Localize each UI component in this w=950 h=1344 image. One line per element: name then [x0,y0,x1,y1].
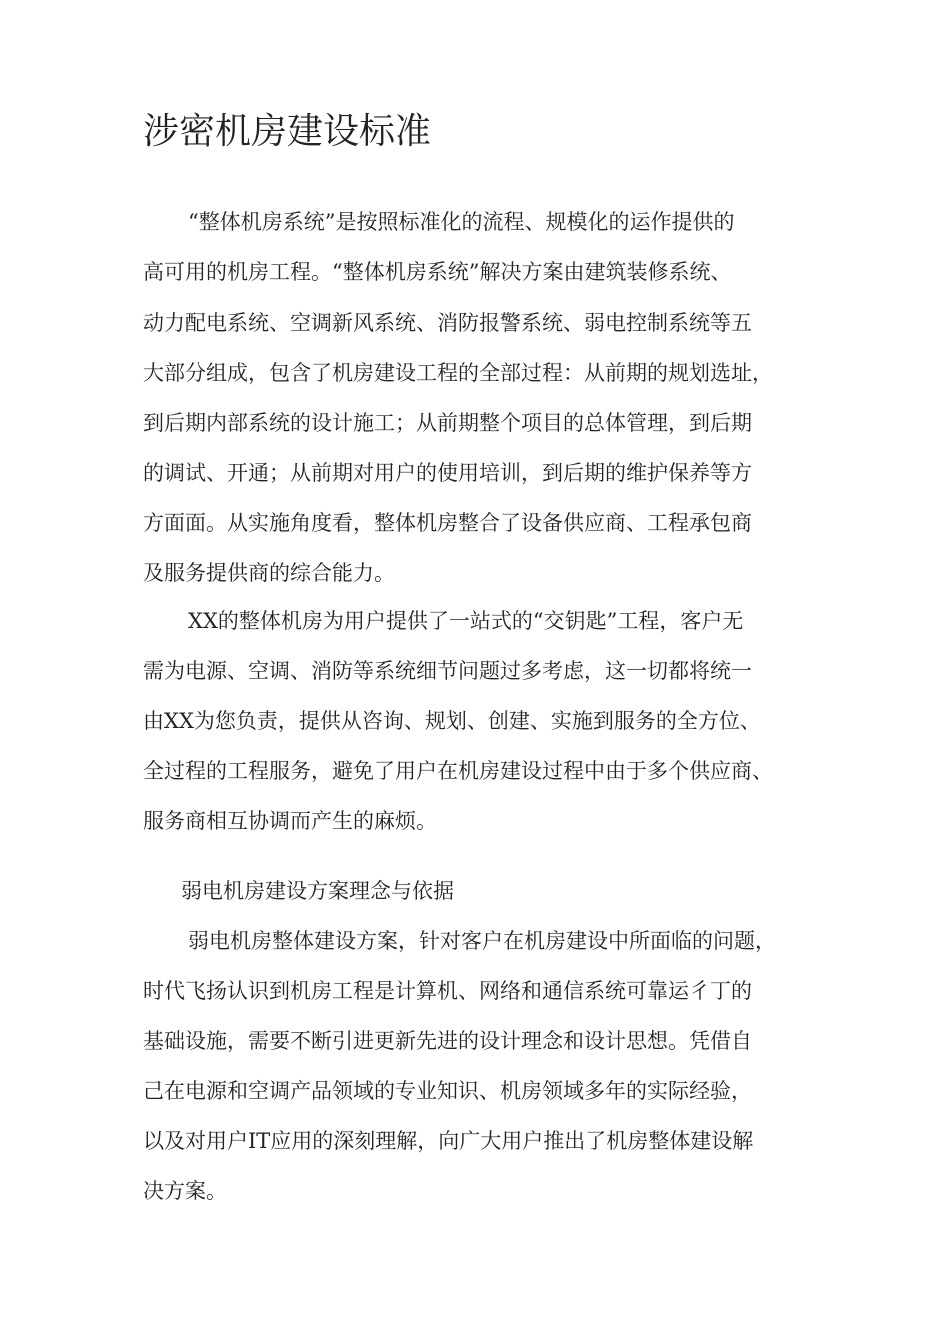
paragraph-1-line-5: 到后期内部系统的设计施工；从前期整个项目的总体管理，到后期 [143,411,752,435]
paragraph-1-line-4: 大部分组成，包含了机房建设工程的全部过程：从前期的规划选址， [143,361,773,385]
paragraph-2-line-2: 需为电源、空调、消防等系统细节问题过多考虑，这一切都将统一 [143,659,752,683]
paragraph-2-line-1: XX的整体机房为用户提供了一站式的“交钥匙”工程，客户无 [188,609,744,633]
paragraph-1-line-7: 方面面。从实施角度看，整体机房整合了设备供应商、工程承包商 [143,511,752,535]
paragraph-2-line-5: 服务商相互协调而产生的麻烦。 [143,809,437,833]
paragraph-1-line-6: 的调试、开通；从前期对用户的使用培训，到后期的维护保养等方 [143,461,752,485]
paragraph-1-line-2: 高可用的机房工程。“整体机房系统”解决方案由建筑装修系统、 [143,260,732,284]
paragraph-2-line-3: 由XX为您负责，提供从咨询、规划、创建、实施到服务的全方位、 [143,709,761,733]
paragraph-1-line-1: “整体机房系统”是按照标准化的流程、规模化的运作提供的 [188,210,735,234]
paragraph-1-line-8: 及服务提供商的综合能力。 [143,561,395,585]
paragraph-3-line-5: 以及对用户IT应用的深刻理解，向广大用户推出了机房整体建设解 [143,1129,754,1153]
paragraph-3-line-4: 己在电源和空调产品领域的专业知识、机房领域多年的实际经验， [143,1079,752,1103]
document-title: 涉密机房建设标准 [143,111,432,152]
paragraph-3-line-1: 弱电机房整体建设方案，针对客户在机房建设中所面临的问题， [188,929,776,953]
paragraph-3-line-2: 时代飞扬认识到机房工程是计算机、网络和通信系统可靠运彳丁的 [143,979,752,1003]
section-heading: 弱电机房建设方案理念与依据 [181,879,454,903]
paragraph-1-line-3: 动力配电系统、空调新风系统、消防报警系统、弱电控制系统等五 [143,311,752,335]
paragraph-2-line-4: 全过程的工程服务，避免了用户在机房建设过程中由于多个供应商、 [143,759,773,783]
paragraph-3-line-6: 决方案。 [143,1179,227,1203]
paragraph-3-line-3: 基础设施，需要不断引进更新先进的设计理念和设计思想。凭借自 [143,1029,752,1053]
